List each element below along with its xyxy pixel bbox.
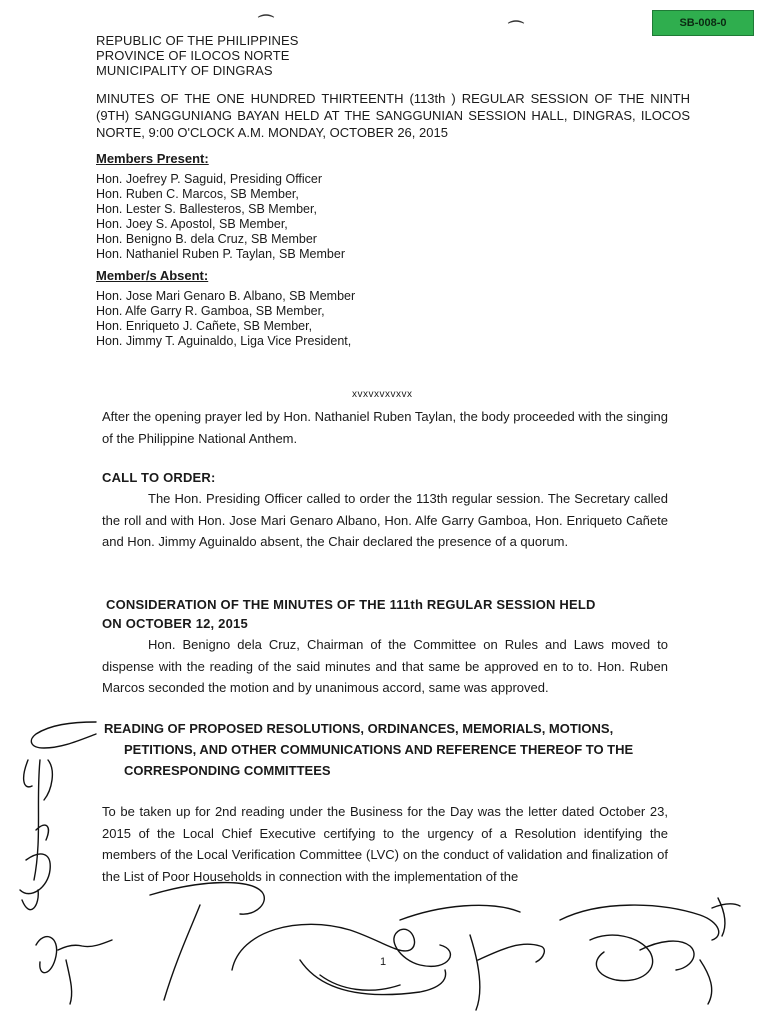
consideration-paragraph: Hon. Benigno dela Cruz, Chairman of the Committee on Rules and Laws moved to dispense with the reading of the said minutes and that same be approved en to to. Hon. Ruben Marcos seconded the motion and by unanimous accord, same was approved. xyxy=(102,637,668,695)
members-present-list xyxy=(96,172,345,262)
margin-signature xyxy=(20,760,52,894)
page-number: 1 xyxy=(380,956,387,968)
signature-6 xyxy=(560,905,719,981)
reading-heading-rest: PETITIONS, AND OTHER COMMUNICATIONS AND REFERENCE THEREOF TO THE CORRESPONDING COMMITTEES xyxy=(124,742,634,778)
consideration-heading-line1: CONSIDERATION OF THE MINUTES OF THE 111th REGULAR SESSION HELD xyxy=(106,597,596,612)
members-absent-list xyxy=(96,289,355,349)
reading-paragraph: To be taken up for 2nd reading under the Business for the Day was the letter dated October 23, 2015 of the Local Chief Executive certifying to the urgency of a Resolution identifying the members of the Local Verification Committee (LVC) on the conduct of validation and finalization of the List of Poor Households in connection with the implementation of the xyxy=(102,804,668,884)
reading-heading xyxy=(104,718,670,781)
opening-paragraph: After the opening prayer led by Hon. Nathaniel Ruben Taylan, the body proceeded with the singing of the Philippine National Anthem. xyxy=(102,409,668,446)
list-item: Hon. Joefrey P. Saguid, Presiding Officer xyxy=(96,172,323,186)
document-code-label: SB-008-0 xyxy=(652,10,754,36)
signature-7 xyxy=(640,941,712,1004)
list-item: Hon. Enriqueto J. Cañete, SB Member, xyxy=(96,319,313,333)
letterhead xyxy=(96,33,299,78)
reading-heading-line1: READING OF PROPOSED RESOLUTIONS, ORDINANCES, MEMORIALS, MOTIONS, xyxy=(104,721,614,736)
members-present-heading: Members Present: xyxy=(96,151,209,166)
letterhead-republic: REPUBLIC OF THE PHILIPPINES xyxy=(96,33,299,48)
scan-mark: ⌒ xyxy=(508,21,525,38)
signature-8 xyxy=(712,898,740,936)
signature-3 xyxy=(232,924,450,994)
list-item: Hon. Benigno B. dela Cruz, SB Member xyxy=(96,232,317,246)
signature-5 xyxy=(470,935,544,1010)
list-item: Hon. Nathaniel Ruben P. Taylan, SB Member xyxy=(96,247,345,261)
signature-2 xyxy=(150,883,264,1000)
call-to-order-paragraph: The Hon. Presiding Officer called to order the 113th regular session. The Secretary called the roll and with Hon. Jose Mari Genaro Albano, Hon. Alfe Garry Gamboa, Hon. Enriqueto Cañete and Hon. Jimmy Aguinaldo absent, the Chair declared the presence of a quorum. xyxy=(102,491,668,549)
letterhead-province: PROVINCE OF ILOCOS NORTE xyxy=(96,48,290,63)
list-item: Hon. Joey S. Apostol, SB Member, xyxy=(96,217,288,231)
margin-bracket xyxy=(31,722,96,748)
minutes-title: MINUTES OF THE ONE HUNDRED THIRTEENTH (113th ) REGULAR SESSION OF THE NINTH (9TH) SANGGUNIANG BAYAN HELD AT THE SANGGUNIAN SESSION HALL, DINGRAS, ILOCOS NORTE, 9:00 O'CLOCK A.M. MONDAY, OCTOBER 26, 2015 xyxy=(96,91,690,140)
margin-initials xyxy=(22,760,38,910)
list-item: Hon. Alfe Garry R. Gamboa, SB Member, xyxy=(96,304,325,318)
list-item: Hon. Ruben C. Marcos, SB Member, xyxy=(96,187,299,201)
list-item: Hon. Lester S. Ballesteros, SB Member, xyxy=(96,202,317,216)
list-item: Hon. Jimmy T. Aguinaldo, Liga Vice President, xyxy=(96,334,352,348)
consideration-heading-line2: ON OCTOBER 12, 2015 xyxy=(102,616,248,631)
members-absent-heading: Member/s Absent: xyxy=(96,268,209,283)
signature-1 xyxy=(36,937,112,1004)
list-item: Hon. Jose Mari Genaro B. Albano, SB Member xyxy=(96,289,356,303)
signature-4 xyxy=(320,905,520,990)
call-to-order-heading: CALL TO ORDER: xyxy=(102,470,216,485)
letterhead-municipality: MUNICIPALITY OF DINGRAS xyxy=(96,63,273,78)
scan-mark: ⌒ xyxy=(258,15,275,32)
section-separator: xvxvxvxvxvx xyxy=(352,389,413,400)
